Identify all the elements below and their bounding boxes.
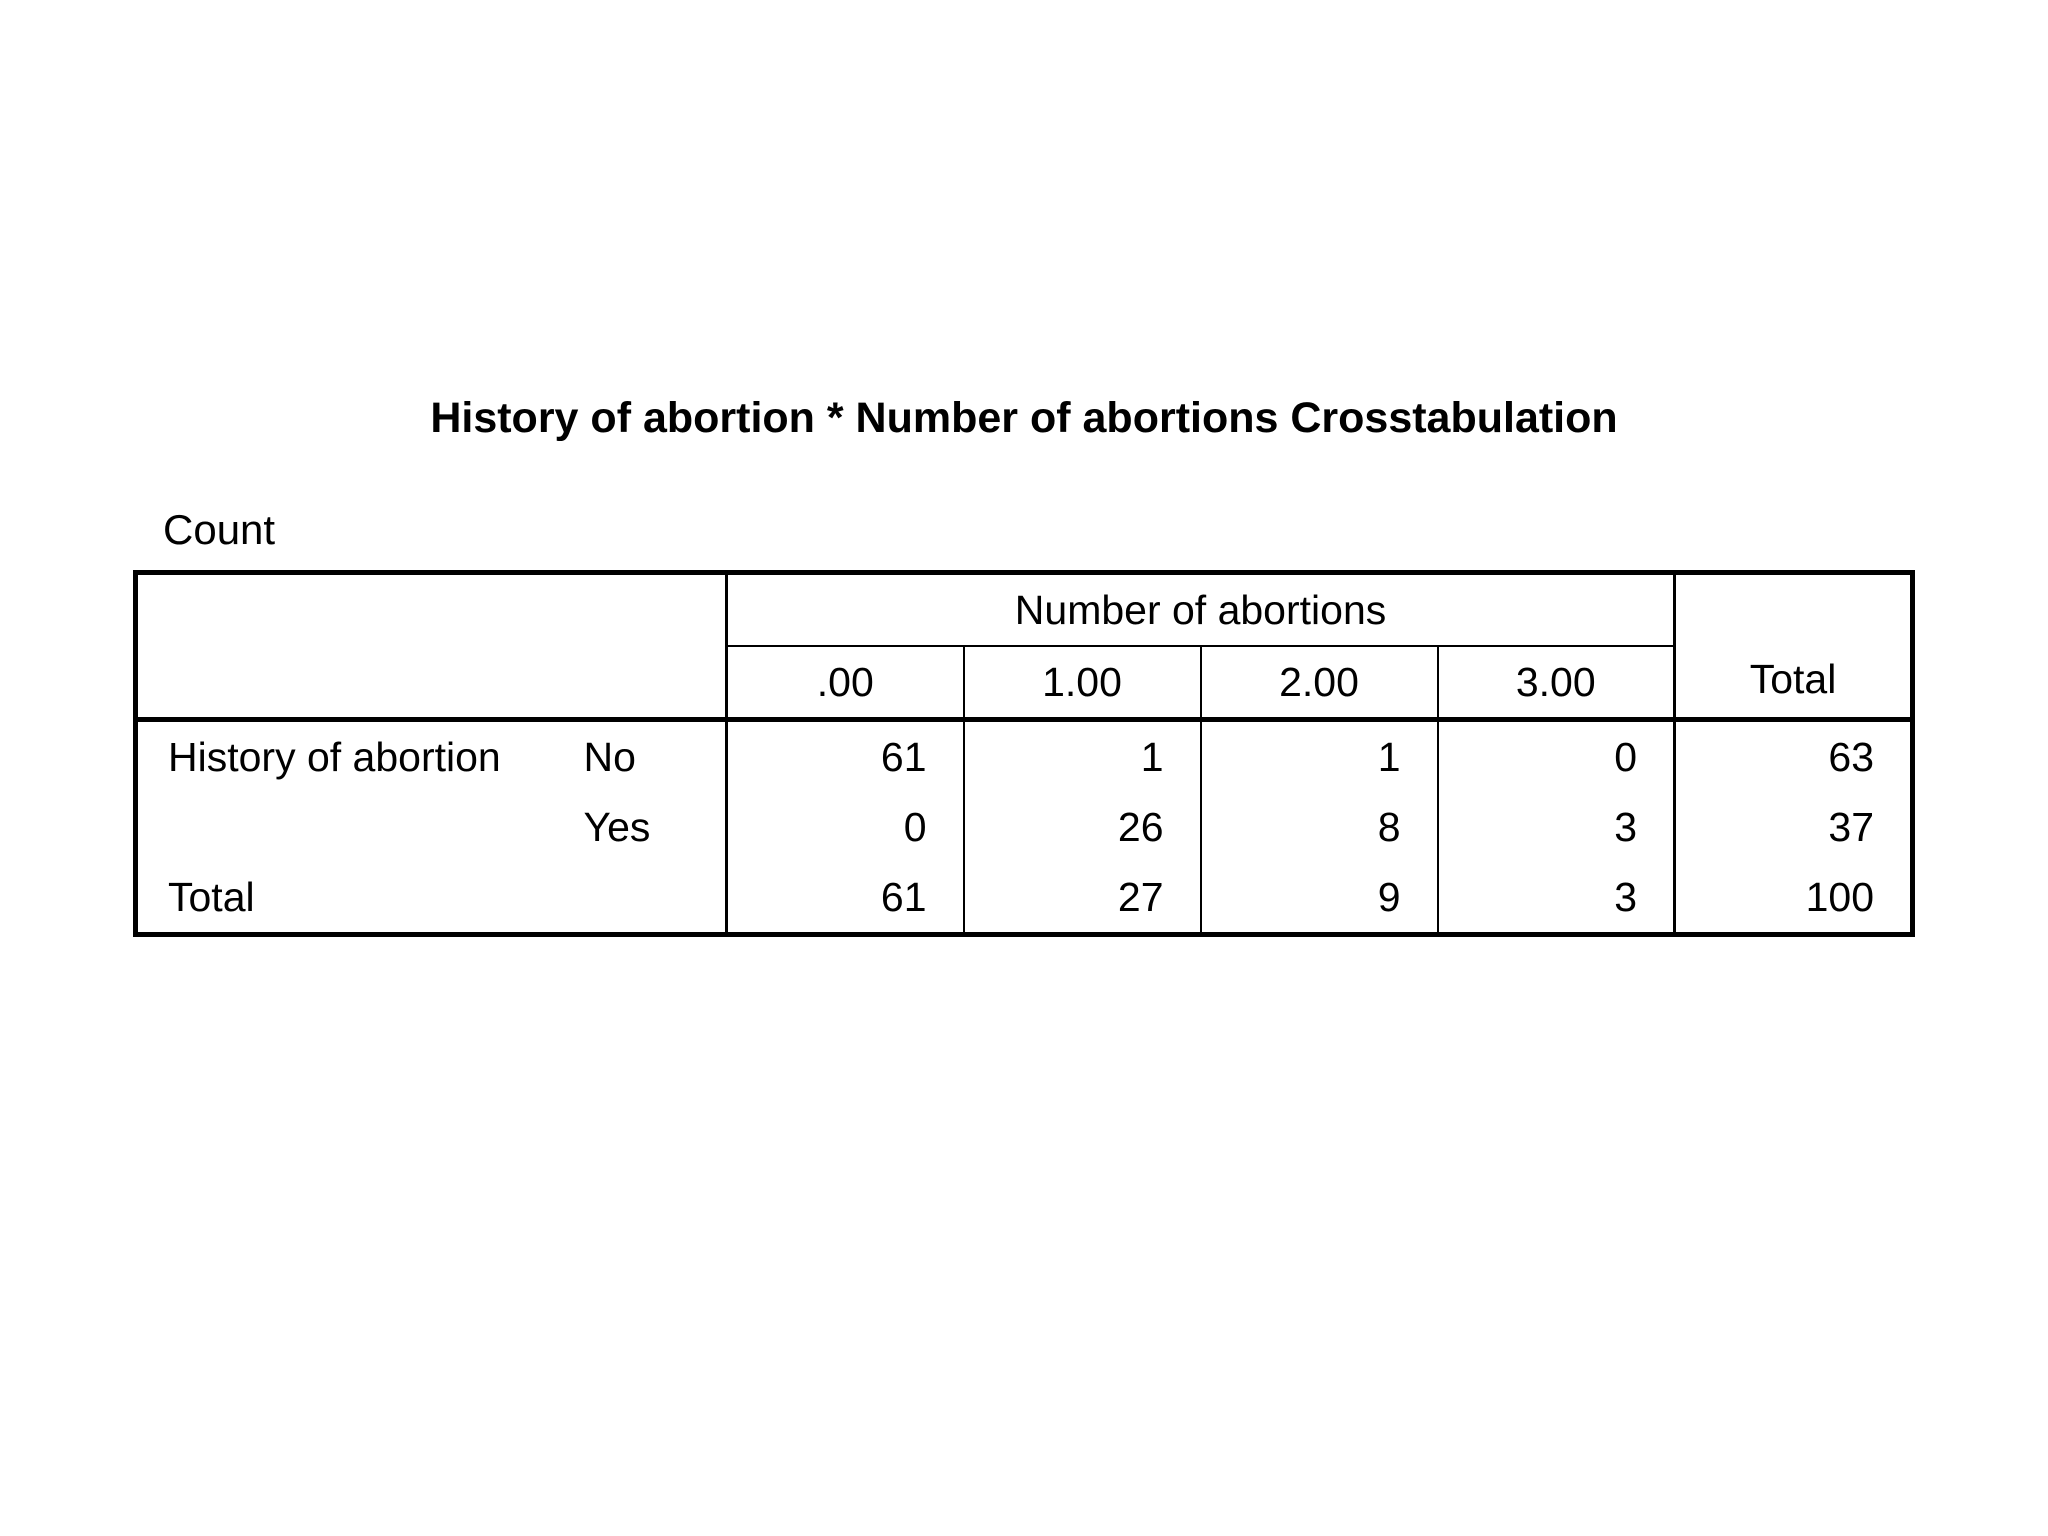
table-cell: 27 — [964, 862, 1201, 935]
row-category-label: Yes — [554, 792, 727, 862]
table-cell: 8 — [1201, 792, 1438, 862]
table-cell: 0 — [727, 792, 964, 862]
column-group-header: Number of abortions — [727, 573, 1675, 647]
column-header: 3.00 — [1438, 646, 1675, 720]
corner-cell — [136, 573, 727, 720]
table-row — [136, 792, 1913, 862]
count-label: Count — [163, 506, 276, 553]
table-cell: 26 — [964, 792, 1201, 862]
row-total-cell: 63 — [1828, 733, 1875, 780]
table-cell: 9 — [1201, 862, 1438, 935]
column-header: 1.00 — [964, 646, 1201, 720]
table-cell: 61 — [727, 720, 964, 793]
table-row — [136, 720, 1913, 793]
header-row-group — [136, 573, 1913, 647]
table-title: History of abortion * Number of abortions Crosstabulation — [430, 394, 1618, 442]
total-column-header: Total — [1675, 573, 1913, 720]
grand-total-cell: 100 — [1805, 873, 1875, 920]
table-cell: 1 — [1201, 720, 1438, 793]
row-variable-label-empty — [136, 792, 554, 862]
row-category-label: No — [554, 720, 727, 793]
table-cell: 1 — [964, 720, 1201, 793]
row-total-cell: 37 — [1828, 803, 1875, 850]
crosstab-table — [133, 570, 1915, 937]
total-row-label: Total — [136, 862, 727, 935]
table-cell: 3 — [1438, 862, 1675, 935]
row-variable-label: History of abortion — [168, 733, 501, 780]
column-header: .00 — [727, 646, 964, 720]
total-row — [136, 862, 1913, 935]
table-cell: 3 — [1438, 792, 1675, 862]
table-cell: 61 — [727, 862, 964, 935]
table-cell: 0 — [1438, 720, 1675, 793]
column-header: 2.00 — [1201, 646, 1438, 720]
